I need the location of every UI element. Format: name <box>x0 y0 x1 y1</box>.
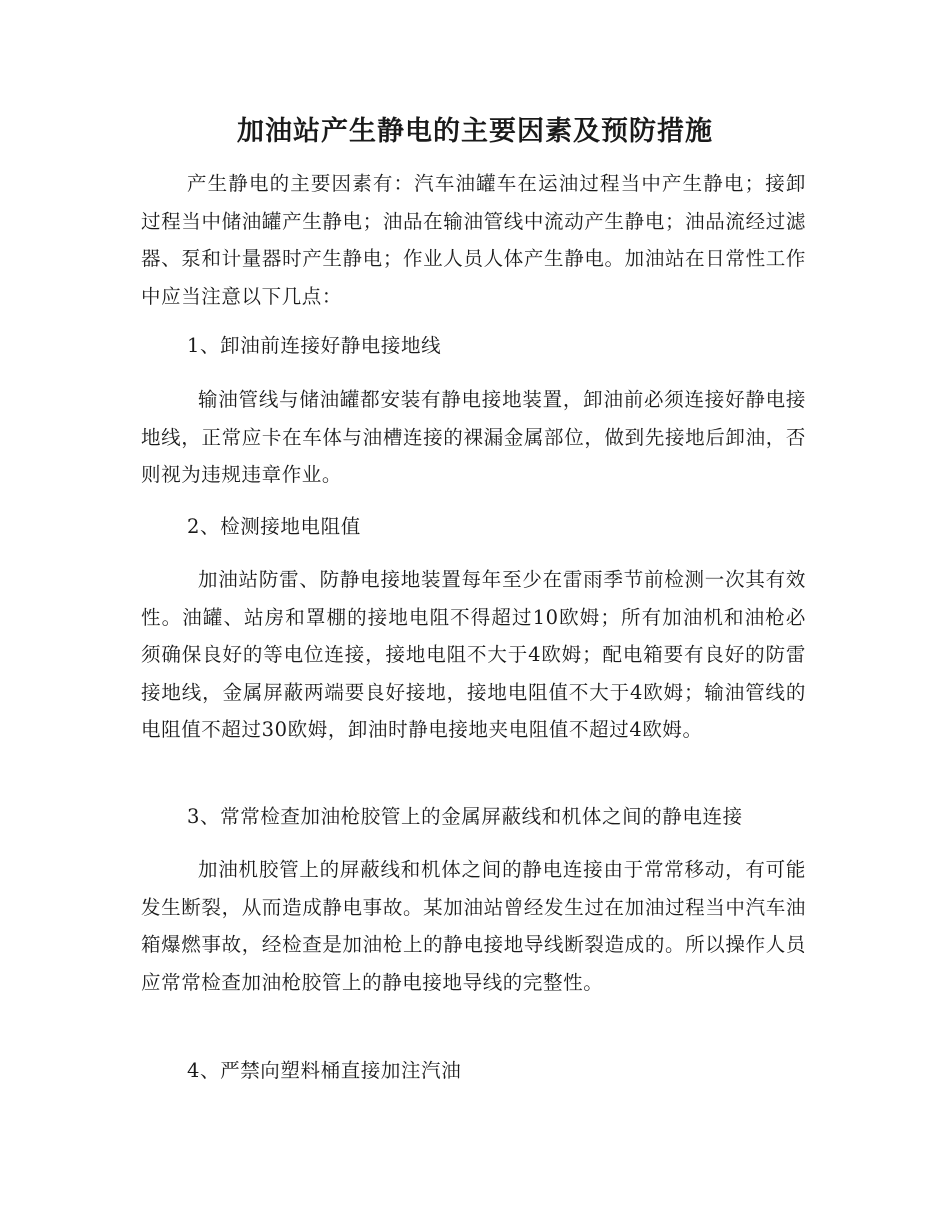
section-heading-4: 4、严禁向塑料桶直接加注汽油 <box>187 1059 462 1082</box>
document-title: 加油站产生静电的主要因素及预防措施 <box>237 116 713 147</box>
section-heading-2: 2、检测接地电阻值 <box>187 515 361 538</box>
section-body-3: 加油机胶管上的屏蔽线和机体之间的静电连接由于常常移动，有可能发生断裂，从而造成静电事故。某加油站曾经发生过在加油过程当中汽车油箱爆燃事故，经检查是加油枪上的静电接地导线断裂造成的。所以操作人员应常常检查加油枪胶管上的静电接地导线的完整性。 <box>141 858 806 994</box>
intro-paragraph: 产生静电的主要因素有：汽车油罐车在运油过程当中产生静电；接卸过程当中储油罐产生静电；油品在输油管线中流动产生静电；油品流经过滤器、泵和计量器时产生静电；作业人员人体产生静电。加油站在日常性工作中应当注意以下几点： <box>141 172 806 308</box>
section-heading-3: 3、常常检查加油枪胶管上的金属屏蔽线和机体之间的静电连接 <box>187 805 743 828</box>
section-body-1: 输油管线与储油罐都安装有静电接地装置，卸油前必须连接好静电接地线，正常应卡在车体与油槽连接的裸漏金属部位，做到先接地后卸油，否则视为违规违章作业。 <box>141 388 806 486</box>
section-heading-1: 1、卸油前连接好静电接地线 <box>187 334 442 357</box>
section-body-2: 加油站防雷、防静电接地装置每年至少在雷雨季节前检测一次其有效性。油罐、站房和罩棚的接地电阻不得超过10欧姆；所有加油机和油枪必须确保良好的等电位连接，接地电阻不大于4欧姆；配电箱要有良好的防雷接地线，金属屏蔽两端要良好接地，接地电阻值不大于4欧姆；输油管线的电阻值不超过30欧姆，卸油时静电接地夹电阻值不超过4欧姆。 <box>141 568 806 741</box>
